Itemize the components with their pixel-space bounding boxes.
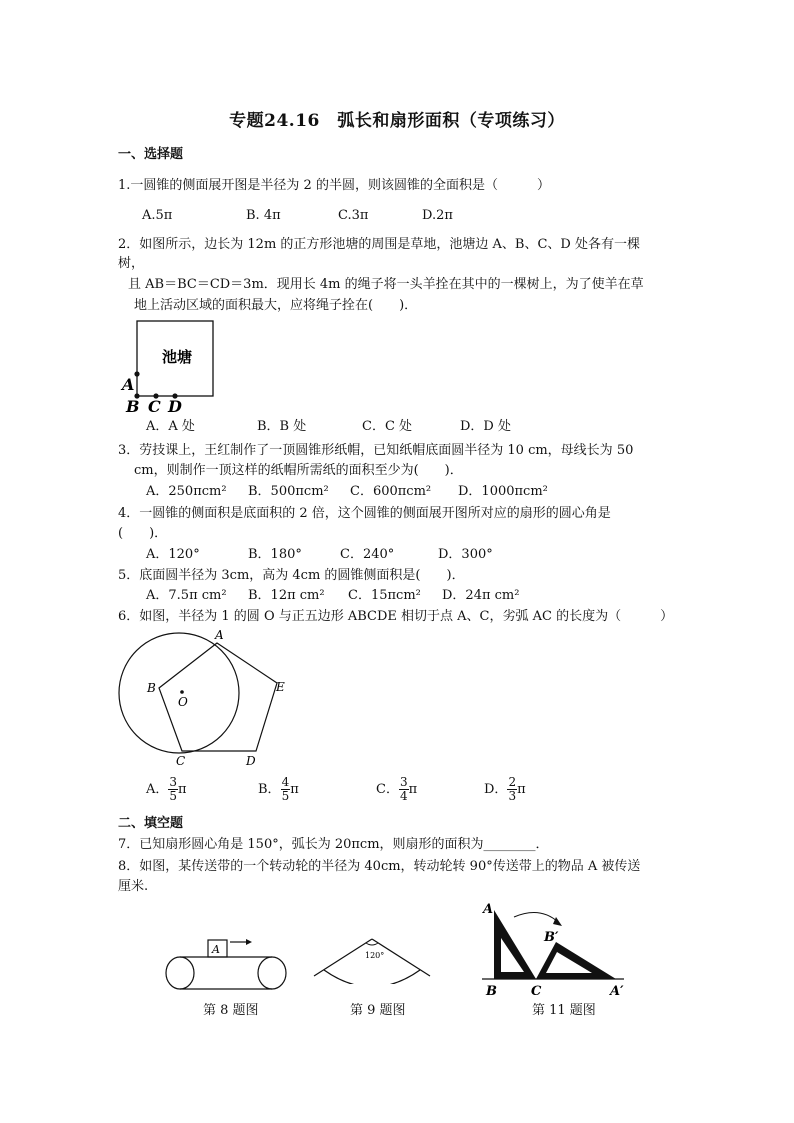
sector-radius-left [314,939,372,976]
q1-stem: 1.一圆锥的侧面展开图是半径为 2 的半圆，则该圆锥的全面积是（ ） [118,178,550,193]
label-o: O [178,695,188,709]
q6-option-d-letter: D． [484,782,508,797]
fig11-caption: 第 11 题图 [532,1003,596,1018]
q6-option-c-letter: C． [376,782,399,797]
q2-line4: 地上活动区域的面积最大，应将绳子拴在( )． [134,298,418,313]
q3-option-d: D．1000πcm² [458,484,548,499]
q5-option-a: A．7.5π cm² [146,588,227,603]
q6-option-c-pi: π [408,782,418,797]
q3-line2: cm，则制作一顶这样的纸帽所需纸的面积至少为( )． [134,463,463,478]
q6-option-c [376,776,417,803]
rotation-arrowhead [553,917,562,926]
angle-mark [366,943,378,945]
motion-arrow-head [246,939,252,945]
q2-line3: 且 AB＝BC＝CD＝3m．现用长 4m 的绳子将一头羊拴在其中的一棵树上，为了使羊在草 [128,277,644,292]
q6-option-b [258,776,299,803]
section-fill: 二、填空题 [118,816,184,831]
q6-option-c-num: 3 [399,775,408,789]
page-title: 专题24.16 弧长和扇形面积（专项练习） [229,111,565,131]
q5-option-d: D．24π cm² [442,588,520,603]
wheel-left [166,957,194,989]
q7-stem: 7．已知扇形圆心角是 150°，弧长为 20πcm，则扇形的面积为________． [118,837,549,852]
rotation-arc [514,913,558,922]
triangle-rotated-outer [536,942,616,979]
center-o-dot [180,690,184,694]
q3-line1: 3．劳技课上，王红制作了一顶圆锥形纸帽，已知纸帽底面圆半径为 10 cm，母线长为 50 [118,443,634,458]
q8-line2: 厘米. [118,879,149,894]
label-d: D [168,397,182,416]
pentagon-abcde [159,643,277,751]
q4-option-d: D．300° [438,547,493,562]
q2-option-b: B．B 处 [257,419,307,434]
label-b: B [147,681,156,695]
q5-option-c: C．15πcm² [348,588,421,603]
q2-line1: 2．如图所示，边长为 12m 的正方形池塘的周围是草地，池塘边 A、B、C、D 处各有一棵 [118,237,640,252]
q6-option-d-num: 2 [508,775,517,789]
q2-option-c: C．C 处 [362,419,413,434]
q2-option-a: A．A 处 [146,419,195,434]
fig9-caption: 第 9 题图 [350,1003,406,1018]
q6-option-a-pi: π [178,782,187,797]
q1-option-c: C.3π [338,208,369,223]
wheel-right [258,957,286,989]
label-c: C [531,984,542,999]
q4-line1: 4．一圆锥的侧面积是底面积的 2 倍，这个圆锥的侧面展开图所对应的扇形的圆心角是 [118,506,611,521]
q1-option-d: D.2π [422,208,453,223]
label-b: B [486,984,497,999]
q6-stem: 6．如图，半径为 1 的圆 O 与正五边形 ABCDE 相切于点 A、C，劣弧 AC 的长度为（ ） [118,609,674,624]
q5-stem: 5．底面圆半径为 3cm，高为 4cm 的圆锥侧面积是( )． [118,568,465,583]
q4-line2: ( )． [118,526,168,541]
q6-option-b-pi: π [290,782,299,797]
section-choice: 一、选择题 [118,147,184,162]
label-a: A [483,902,494,917]
angle-label: 120° [365,951,385,960]
q6-option-a [146,776,187,803]
q2-pond-figure [118,314,228,416]
q2-option-d: D．D 处 [460,419,511,434]
label-a: A [122,375,135,394]
circle-o [119,633,239,753]
q3-option-c: C．600πcm² [350,484,432,499]
label-b-prime: B′ [544,930,559,945]
q2-line2: 树， [118,256,145,271]
q6-option-b-num: 4 [281,775,290,789]
q4-option-a: A．120° [146,547,200,562]
pond-label: 池塘 [162,348,193,366]
label-e: E [276,680,285,694]
fig9-sector [306,934,436,984]
q5-option-b: B．12π cm² [248,588,325,603]
q6-option-a-num: 3 [169,775,178,789]
q6-option-c-den: 4 [399,789,408,803]
q6-option-b-letter: B． [258,782,281,797]
label-a: A [215,628,224,642]
q6-option-a-letter: A． [146,782,169,797]
q4-option-b: B．180° [248,547,302,562]
q6-option-d [484,776,526,803]
fig8-conveyor [160,934,292,996]
fig8-caption: 第 8 题图 [203,1003,259,1018]
q6-option-d-pi: π [517,782,526,797]
q4-option-c: C．240° [340,547,395,562]
q1-option-b: B. 4π [246,208,281,223]
q6-option-a-den: 5 [169,789,178,803]
sector-arc [324,970,420,984]
label-a-prime: A′ [610,984,624,999]
q6-circle-pentagon-figure [116,627,306,772]
box-a-label: A [212,943,220,956]
q3-option-b: B．500πcm² [248,484,329,499]
q1-option-a: A.5π [142,208,173,223]
label-c: C [148,397,161,416]
q6-option-d-den: 3 [508,789,517,803]
label-b: B [126,397,140,416]
q8-line1: 8．如图，某传送带的一个转动轮的半径为 40cm，转动轮转 90°传送带上的物品 A 被传送 [118,859,641,874]
q3-option-a: A．250πcm² [146,484,227,499]
fig11-triangles [478,900,628,1000]
tree-a-dot [134,371,139,376]
label-c: C [176,754,186,768]
label-d: D [246,754,256,768]
q6-option-b-den: 5 [281,789,290,803]
